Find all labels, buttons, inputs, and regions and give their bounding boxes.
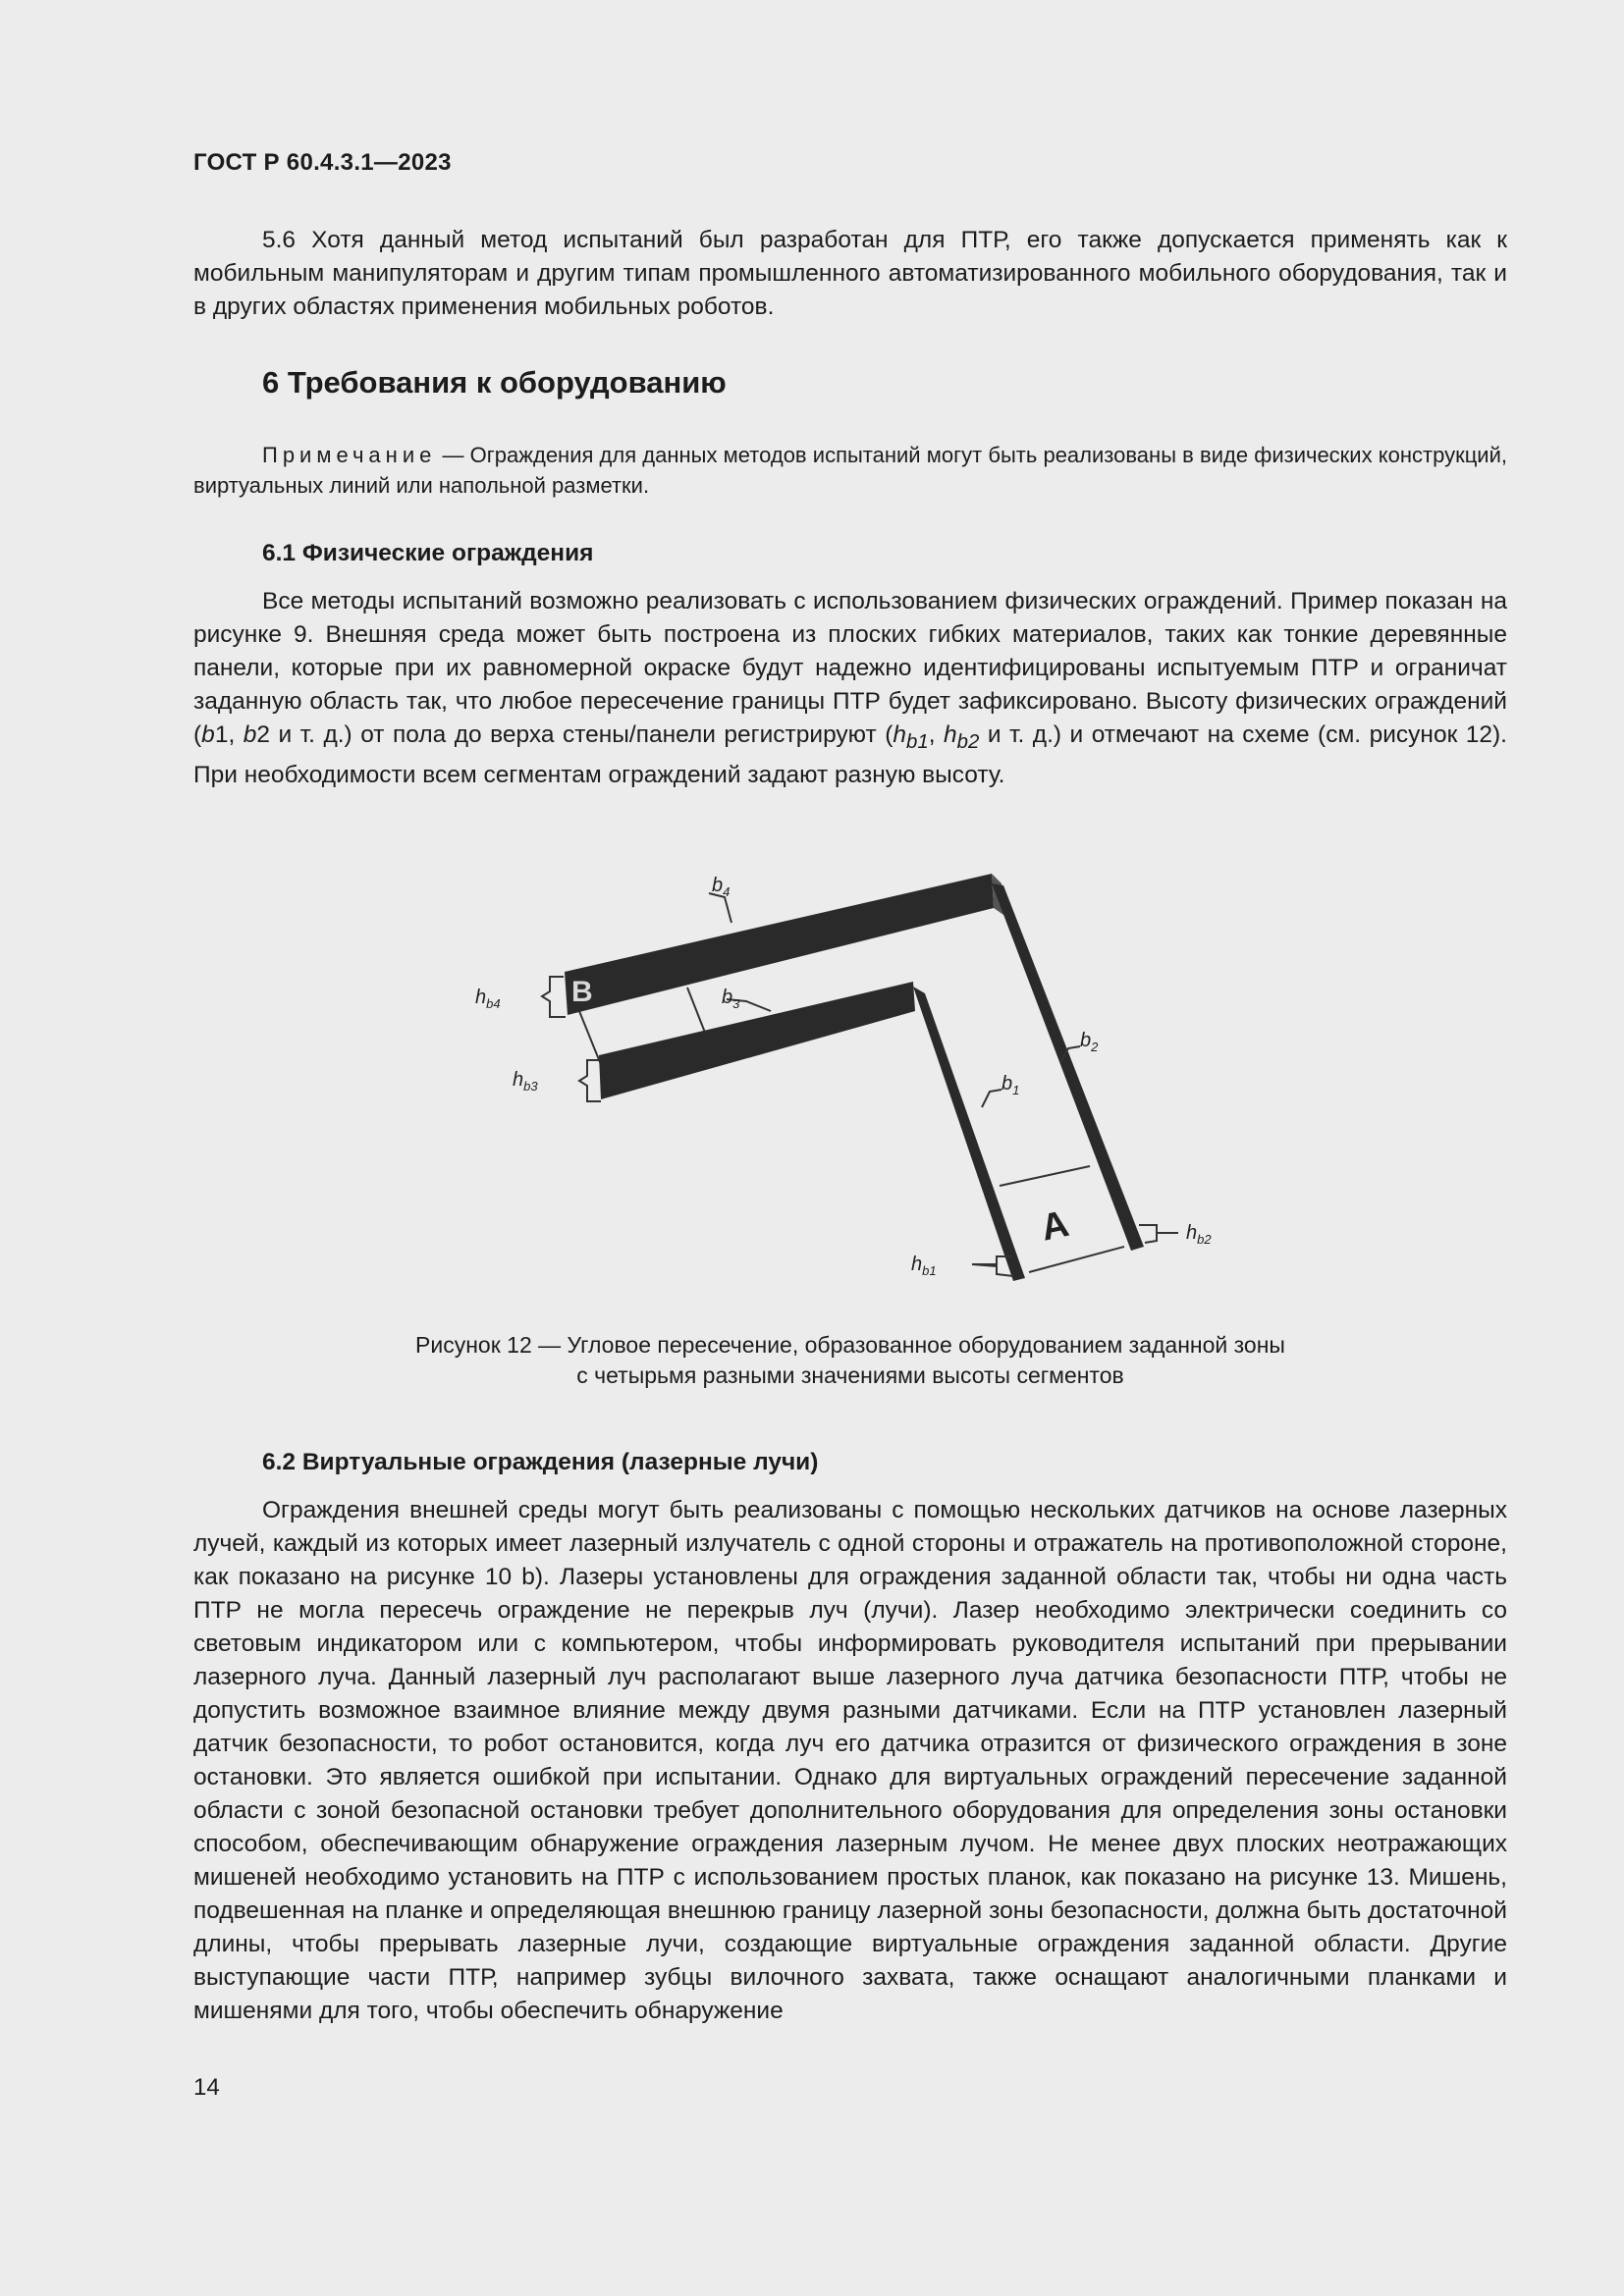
bracket-hb2 bbox=[1139, 1225, 1178, 1243]
p61-hb1-sub: b1 bbox=[906, 730, 929, 753]
label-hb4: $h_{b4}$ bbox=[475, 987, 501, 1011]
p61-part-a: Все методы испытаний возможно реализовать с использованием физических ограждений. Пример показан на рисунке 9. Внешняя среда может быть построена из плоских гибких материалов, таких как тонкие деревянные панели, которые при их равномерной окраске будут надежно идентифицированы испытуемым ПТР и ограничат заданную область так, что любое пересечение границы ПТР будет зафиксировано. Высоту физических ограждений ( bbox=[193, 588, 1507, 748]
section-6-1-title: 6.1 Физические ограждения bbox=[262, 540, 594, 566]
section-6-2-title: 6.2 Виртуальные ограждения (лазерные лучи) bbox=[262, 1449, 819, 1475]
p61-b1-letter: b bbox=[201, 721, 215, 748]
zone-b-letter: B bbox=[571, 976, 593, 1008]
p61-b2-number: 2 и т. д.) от пола до верха стены/панели регистрируют ( bbox=[256, 721, 893, 748]
label-b1: $b_1$ bbox=[1001, 1073, 1020, 1097]
p61-hb1-letter: h bbox=[893, 721, 907, 748]
zone-a-line bbox=[1000, 1166, 1090, 1186]
bracket-hb3 bbox=[579, 1060, 601, 1101]
note-text: — Ограждения для данных методов испытаний могут быть реализованы в виде физических конструкций, виртуальных линий или напольной разметки. bbox=[193, 443, 1507, 498]
bracket-hb4 bbox=[542, 977, 566, 1017]
p61-part-b: и т. д.) и отмечают на схеме (см. рисунок 12). При необходимости всем сегментам ограждений задают разную высоту. bbox=[193, 721, 1507, 788]
zone-a-bottom-line bbox=[1029, 1247, 1124, 1272]
fence-b3-bar bbox=[599, 982, 915, 1099]
note-label: Примечание bbox=[262, 443, 437, 467]
figure-12-diagram bbox=[452, 854, 1212, 1296]
p61-b2-letter: b bbox=[243, 721, 257, 748]
fence-b2-bar bbox=[992, 883, 1144, 1251]
paragraph-6-1 bbox=[193, 585, 1507, 792]
p61-hb2-letter: h bbox=[944, 721, 957, 748]
label-hb3: $h_{b3}$ bbox=[513, 1069, 538, 1094]
paragraph-5-6 bbox=[193, 224, 1507, 324]
label-hb1: $h_{b1}$ bbox=[911, 1254, 937, 1278]
paragraph-6-1-text bbox=[193, 585, 1507, 792]
p61-comma: , bbox=[928, 721, 945, 748]
zone-a-letter: A bbox=[1037, 1202, 1073, 1250]
label-b3: $b_3$ bbox=[722, 987, 740, 1011]
page-number: 14 bbox=[193, 2074, 220, 2101]
leader-b1 bbox=[982, 1090, 1001, 1107]
paragraph-6-2-text: Ограждения внешней среды могут быть реализованы с помощью нескольких датчиков на основе лазерных лучей, каждый из которых имеет лазерный излучатель с одной стороны и отражатель на противоположной стороне, как показано на рисунке 10 b). Лазеры установлены для ограждения заданной области так, чтобы ни одна часть ПТР не могла пересечь ограждение не перекрыв луч (лучи). Лазер необходимо электрически соединить со световым индикатором или с компьютером, чтобы информировать руководителя испытаний при прерывании лазерного луча. Данный лазерный луч располагают выше лазерного луча датчика безопасности ПТР, чтобы не допустить возможное взаимное влияние между двумя разными датчиками. Если на ПТР установлен лазерный датчик безопасности, то робот остановится, когда луч его датчика отразится от физического ограждения в зоне остановки. Это является ошибкой при испытании. Однако для виртуальных ограждений пересечение заданной области с зоной безопасной остановки требует дополнительного оборудования для определения зоны остановки способом, обеспечивающим обнаружение ограждения лазерным лучом. Не менее двух плоских неотражающих мишеней необходимо установить на ПТР с использованием простых планок, как показано на рисунке 13. Мишень, подвешенная на планке и определяющая внешнюю границу лазерной зоны безопасности, должна быть достаточной длины, чтобы прерывать лазерные лучи, создающие виртуальные ограждения заданной области. Другие выступающие части ПТР, например зубцы вилочного захвата, также оснащают аналогичными планками и мишенями для того, чтобы обеспечить обнаружение bbox=[193, 1497, 1507, 2024]
caption-line-1: Рисунок 12 — Угловое пересечение, образованное оборудованием заданной зоны bbox=[415, 1332, 1285, 1358]
figure-12-caption bbox=[193, 1330, 1507, 1391]
paragraph-5-6-text: 5.6 Хотя данный метод испытаний был разработан для ПТР, его также допускается применять как к мобильным манипуляторам и другим типам промышленного автоматизированного мобильного оборудования, так и в других областях применения мобильных роботов. bbox=[193, 227, 1507, 320]
label-b2: $b_2$ bbox=[1080, 1030, 1099, 1054]
p61-hb2-sub: b2 bbox=[956, 730, 980, 753]
section-6-title: 6 Требования к оборудованию bbox=[262, 365, 727, 400]
fence-b1-bar bbox=[913, 987, 1025, 1281]
paragraph-6-2 bbox=[193, 1494, 1507, 2028]
document-code: ГОСТ Р 60.4.3.1—2023 bbox=[193, 149, 452, 176]
fence-b4-bar bbox=[565, 874, 994, 1015]
label-b4: $b_4$ bbox=[712, 875, 731, 899]
label-hb2: $h_{b2}$ bbox=[1186, 1222, 1212, 1247]
caption-line-2: с четырьмя разными значениями высоты сегментов bbox=[576, 1362, 1124, 1388]
p61-b1-number: 1, bbox=[214, 721, 244, 748]
note-paragraph bbox=[193, 440, 1507, 501]
